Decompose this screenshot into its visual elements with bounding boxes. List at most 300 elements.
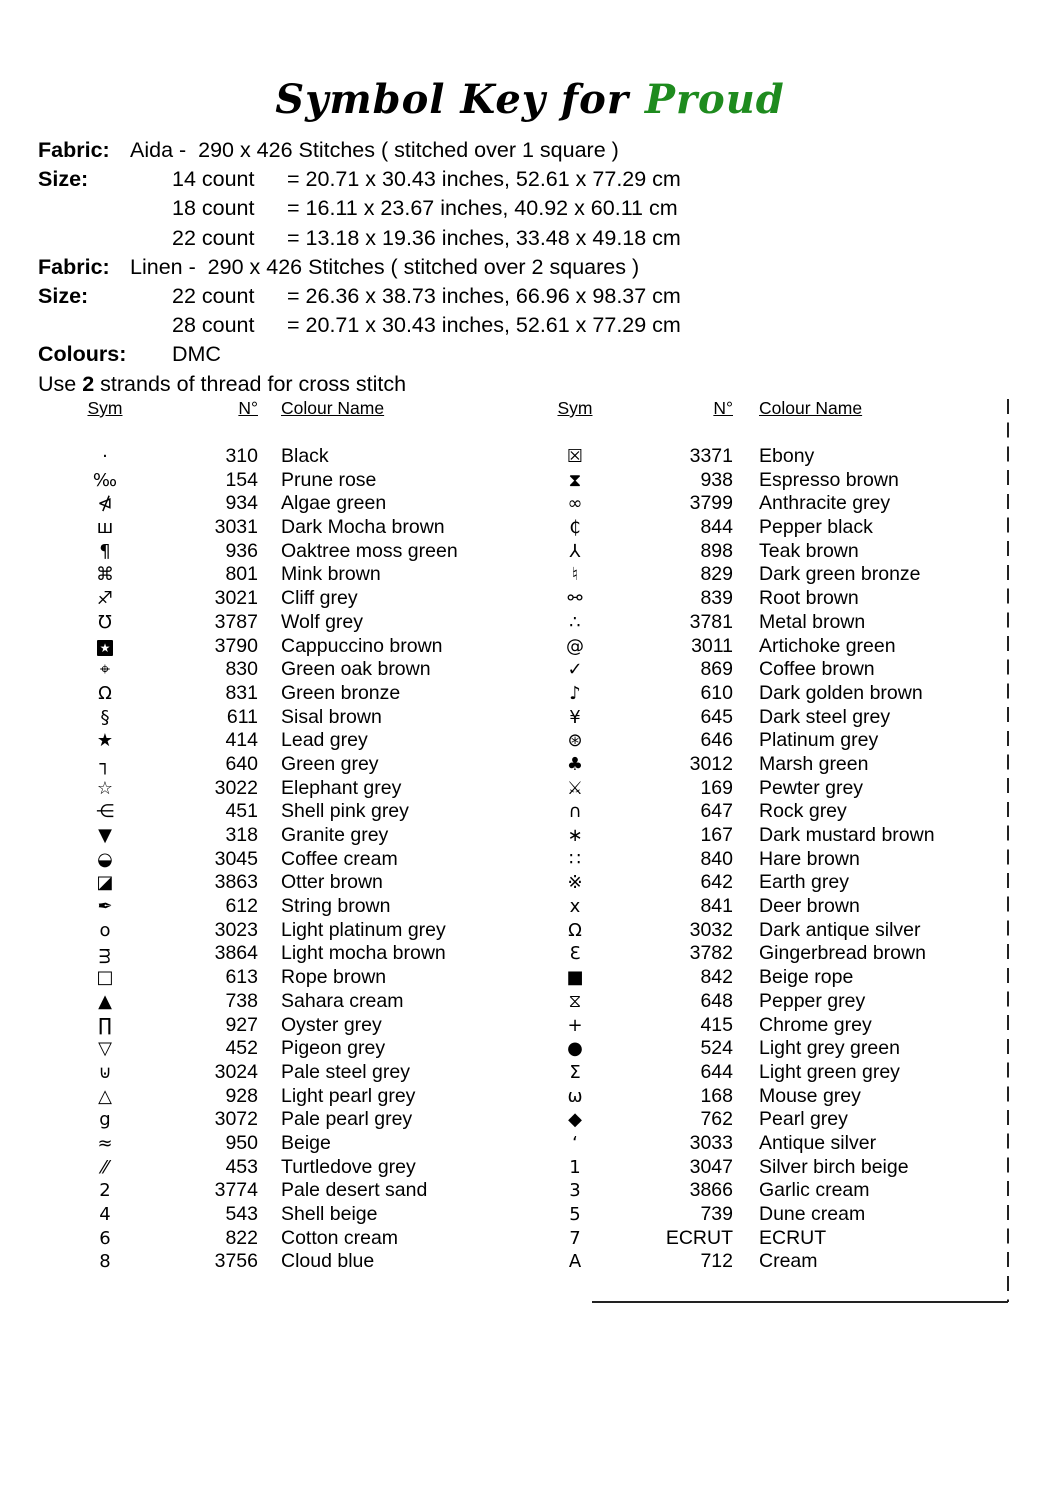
symbol-key-table: [0, 398, 1060, 1298]
symbol-cell: [540, 990, 610, 1014]
table-row: [540, 611, 1008, 635]
size-line: [38, 165, 681, 194]
dmc-number-cell: 3371: [689, 445, 733, 467]
symbol-cell: [62, 1179, 148, 1203]
symbol-cell: [540, 871, 610, 895]
dmc-number-cell: 869: [700, 658, 733, 681]
stitch-symbol: ⊍: [98, 1061, 112, 1083]
dmc-number-cell: 645: [700, 705, 733, 728]
table-row: [62, 492, 532, 516]
symbol-cell: [540, 1061, 610, 1085]
dmc-number-cell: 169: [700, 776, 733, 799]
symbol-cell: [62, 753, 148, 777]
symbol-cell: [540, 1203, 610, 1227]
stitch-symbol: A: [568, 1251, 582, 1273]
dmc-number-cell: 3787: [214, 610, 258, 633]
dmc-number-cell: 3781: [689, 610, 733, 633]
stitch-symbol: ‰: [92, 469, 118, 491]
colour-name-cell: Light grey green: [759, 1037, 900, 1060]
symbol-cell: [540, 540, 610, 564]
table-row: [540, 824, 1008, 848]
symbol-cell: [62, 540, 148, 564]
stitch-symbol: o: [99, 919, 111, 941]
colour-name-cell: Coffee cream: [281, 847, 398, 870]
symbol-cell: [540, 1250, 610, 1274]
stitch-symbol: ⅄: [569, 540, 581, 562]
dmc-number-cell: 3790: [214, 634, 258, 657]
colour-name-cell: Light green grey: [759, 1060, 900, 1083]
colour-name-cell: Beige: [281, 1131, 331, 1154]
symbol-cell: [540, 492, 610, 516]
colour-name-cell: Garlic cream: [759, 1179, 870, 1202]
table-row: [62, 682, 532, 706]
symbol-cell: [62, 445, 148, 469]
table-row: [62, 753, 532, 777]
colour-name-cell: Pale desert sand: [281, 1179, 428, 1202]
colour-name-cell: Pale pearl grey: [281, 1108, 413, 1131]
dmc-number-cell: 3756: [214, 1250, 258, 1273]
table-row: [62, 1156, 532, 1180]
table-row: [62, 1037, 532, 1061]
stitch-symbol: ∴: [569, 611, 581, 633]
dmc-number-cell: 3864: [214, 942, 258, 965]
symbol-cell: [62, 800, 148, 824]
stitch-symbol: 5: [569, 1204, 581, 1225]
stitch-symbol: 1: [569, 1156, 581, 1178]
stitch-symbol: 4: [99, 1204, 111, 1225]
symbol-cell: [62, 492, 148, 516]
table-row: [62, 848, 532, 872]
size-value: = 20.71 x 30.43 inches, 52.61 x 77.29 cm: [287, 313, 681, 338]
symbol-cell: [540, 469, 610, 493]
symbol-cell: [62, 563, 148, 587]
size-value: = 16.11 x 23.67 inches, 40.92 x 60.11 cm: [287, 196, 678, 221]
table-row: [62, 824, 532, 848]
stitch-symbol: g: [99, 1109, 111, 1131]
stitch-symbol: 7: [569, 1227, 581, 1249]
table-header: [540, 398, 1008, 445]
colour-name-cell: Cotton cream: [281, 1226, 399, 1249]
strands-suffix: strands of thread for cross stitch: [94, 371, 407, 396]
table-row: [540, 445, 1008, 469]
symbol-cell: [62, 706, 148, 730]
colour-name-cell: Green grey: [281, 752, 379, 775]
title-pattern-name: Proud: [644, 76, 785, 123]
table-row: [540, 1085, 1008, 1109]
colour-name-cell: Green bronze: [281, 681, 401, 704]
symbol-cell: [62, 516, 148, 540]
header-sym: Sym: [87, 398, 123, 418]
stitch-symbol: ✓: [567, 659, 583, 681]
table-row: [62, 990, 532, 1014]
size-line: [38, 282, 681, 311]
dmc-number-cell: 414: [225, 729, 258, 752]
table-row: [62, 706, 532, 730]
colour-name-cell: Elephant grey: [281, 776, 402, 799]
stitch-symbol: ∗: [567, 825, 583, 846]
colour-name-cell: Dark Mocha brown: [281, 516, 445, 539]
table-row: [62, 563, 532, 587]
table-row: [540, 516, 1008, 540]
dmc-number-cell: 829: [700, 563, 733, 586]
symbol-cell: [62, 1108, 148, 1132]
table-row: [540, 848, 1008, 872]
dmc-number-cell: 318: [225, 824, 258, 846]
size-label: Size:: [38, 167, 89, 192]
table-header: [62, 398, 532, 445]
dmc-number-cell: 831: [225, 681, 258, 704]
table-row: [540, 942, 1008, 966]
size-value: = 26.36 x 38.73 inches, 66.96 x 98.37 cm: [287, 284, 681, 309]
stitch-symbol: ◒: [97, 848, 113, 870]
table-row: [62, 445, 532, 469]
colour-name-cell: Hare brown: [759, 847, 860, 870]
symbol-cell: [62, 1085, 148, 1109]
dmc-number-cell: 3024: [214, 1060, 258, 1083]
dmc-number-cell: 167: [700, 824, 733, 846]
stitch-symbol: 2: [99, 1180, 111, 1202]
colour-name-cell: Oaktree moss green: [281, 539, 458, 562]
colour-name-cell: Oyster grey: [281, 1013, 382, 1036]
colour-name-cell: Marsh green: [759, 752, 869, 775]
symbol-cell: [62, 635, 148, 659]
colour-name-cell: Cloud blue: [281, 1250, 375, 1273]
dmc-number-cell: 844: [700, 516, 733, 539]
dmc-number-cell: 3011: [691, 634, 733, 657]
stitch-symbol: ♪: [569, 682, 581, 704]
strands-line: [38, 370, 681, 399]
table-row: [62, 469, 532, 493]
dmc-number-cell: 3782: [689, 942, 733, 965]
stitch-symbol: △: [98, 1085, 112, 1107]
header-colour-name: Colour Name: [281, 398, 385, 418]
table-row: [540, 1037, 1008, 1061]
stitch-symbol: ¥: [569, 706, 581, 728]
dmc-number-cell: 822: [225, 1226, 258, 1249]
colour-name-cell: Dark golden brown: [759, 681, 923, 704]
colour-name-cell: Dark green bronze: [759, 563, 921, 586]
stitch-symbol: Σ: [569, 1061, 581, 1083]
dmc-number-cell: 610: [700, 681, 733, 704]
stitch-symbol: ┐: [99, 753, 111, 775]
dmc-number-cell: 415: [700, 1013, 733, 1036]
symbol-cell: [540, 1085, 610, 1109]
dmc-number-cell: 839: [700, 587, 733, 610]
symbol-cell: [62, 1250, 148, 1274]
stitch-symbol: ♣: [566, 753, 584, 775]
table-row: [540, 1250, 1008, 1274]
stitch-symbol: Ω: [568, 919, 582, 941]
stitch-symbol: ♮: [571, 564, 579, 586]
size-label: Size:: [38, 284, 89, 309]
dmc-number-cell: 928: [225, 1084, 258, 1107]
colour-name-cell: Sahara cream: [281, 989, 404, 1012]
dmc-number-cell: 612: [225, 895, 258, 918]
stitch-symbol: ★: [97, 640, 113, 656]
symbol-cell: [540, 1014, 610, 1038]
stitch-symbol: §: [100, 706, 110, 728]
table-row: [62, 540, 532, 564]
dmc-number-cell: 168: [700, 1084, 733, 1107]
stitch-symbol: ⊛: [567, 730, 583, 752]
colour-name-cell: Gingerbread brown: [759, 942, 926, 965]
colour-name-cell: Pepper grey: [759, 989, 866, 1012]
dmc-number-cell: 647: [700, 800, 733, 823]
symbol-cell: [62, 1061, 148, 1085]
table-row: [62, 635, 532, 659]
stitch-symbol: ⁄⁄: [101, 1156, 108, 1178]
table-bottom-border: [592, 1301, 1008, 1303]
table-row: [62, 611, 532, 635]
symbol-cell: [540, 682, 610, 706]
dmc-number-cell: 3012: [689, 752, 733, 775]
stitch-symbol: ∩: [568, 801, 582, 823]
table-row: [62, 800, 532, 824]
dmc-number-cell: 3021: [214, 587, 258, 610]
stitch-symbol: ▽: [98, 1038, 112, 1060]
table-row: [540, 563, 1008, 587]
dmc-number-cell: 950: [225, 1131, 258, 1154]
symbol-cell: [62, 966, 148, 990]
strands-count: 2: [82, 371, 95, 396]
stitch-symbol: ω: [567, 1085, 583, 1107]
dmc-number-cell: 451: [225, 800, 258, 823]
fabric-aida-value: Aida - 290 x 426 Stitches ( stitched over 1 square ): [130, 138, 619, 162]
colour-name-cell: Rope brown: [281, 966, 387, 989]
table-row: [540, 871, 1008, 895]
colour-name-cell: String brown: [281, 895, 391, 918]
dmc-number-cell: 3774: [214, 1179, 258, 1202]
colour-name-cell: Dune cream: [759, 1203, 866, 1225]
dmc-number-cell: 801: [225, 563, 258, 586]
stitch-symbol: ☆: [96, 777, 114, 799]
colour-name-cell: Black: [281, 445, 329, 467]
table-right-border: [1007, 399, 1009, 1302]
size-line: [38, 224, 681, 253]
stitch-symbol: ◆: [568, 1109, 582, 1131]
table-row: [62, 919, 532, 943]
dmc-number-cell: 613: [225, 966, 258, 989]
symbol-cell: [62, 942, 148, 966]
colour-name-cell: Wolf grey: [281, 610, 363, 633]
stitch-symbol: x: [569, 896, 581, 918]
fabric-linen-value: Linen - 290 x 426 Stitches ( stitched over 2 squares ): [130, 254, 640, 279]
stitch-symbol: ⋲: [96, 801, 114, 823]
table-row: [540, 706, 1008, 730]
stitch-symbol: ■: [566, 967, 584, 989]
symbol-cell: [540, 1179, 610, 1203]
table-row: [62, 1227, 532, 1251]
dmc-number-cell: 3866: [689, 1179, 733, 1202]
symbol-cell: [62, 1014, 148, 1038]
symbol-cell: [540, 1227, 610, 1251]
symbol-cell: [540, 824, 610, 848]
table-row: [540, 1132, 1008, 1156]
table-row: [540, 635, 1008, 659]
colour-name-cell: Turtledove grey: [281, 1155, 416, 1178]
colour-name-cell: Artichoke green: [759, 634, 896, 657]
colour-name-cell: Light pearl grey: [281, 1084, 416, 1107]
symbol-cell: [62, 469, 148, 493]
table-row: [540, 777, 1008, 801]
colours-value: DMC: [172, 342, 221, 367]
table-row: [540, 1156, 1008, 1180]
symbol-cell: [540, 753, 610, 777]
table-row: [540, 658, 1008, 682]
stitch-symbol: 3: [569, 1180, 581, 1202]
symbol-cell: [62, 871, 148, 895]
stitch-symbol: ⋪: [97, 493, 113, 515]
symbol-cell: [540, 895, 610, 919]
stitch-symbol: ш: [96, 517, 114, 539]
colour-name-cell: Sisal brown: [281, 705, 382, 728]
colour-name-cell: Dark mustard brown: [759, 824, 935, 846]
stitch-symbol: 8: [99, 1251, 111, 1273]
stitch-symbol: □: [96, 967, 114, 989]
table-row: [540, 1014, 1008, 1038]
table-row: [540, 966, 1008, 990]
colour-name-cell: Dark steel grey: [759, 705, 891, 728]
symbol-cell: [62, 848, 148, 872]
symbol-cell: [540, 800, 610, 824]
page-title: [0, 76, 1060, 123]
count-value: 18 count: [172, 196, 255, 221]
colour-name-cell: Anthracite grey: [759, 492, 891, 515]
colour-name-cell: Mouse grey: [759, 1084, 861, 1107]
colour-name-cell: Green oak brown: [281, 658, 431, 681]
colour-name-cell: Chrome grey: [759, 1013, 872, 1036]
table-row: [62, 966, 532, 990]
dmc-number-cell: 3799: [689, 492, 733, 515]
table-row: [62, 895, 532, 919]
symbol-cell: [62, 1132, 148, 1156]
table-row: [540, 469, 1008, 493]
colour-name-cell: Mink brown: [281, 563, 381, 586]
dmc-number-cell: 154: [225, 468, 258, 491]
table-row: [540, 919, 1008, 943]
dmc-number-cell: ECRUT: [665, 1226, 733, 1249]
symbol-cell: [62, 682, 148, 706]
stitch-symbol: ℧: [98, 611, 112, 633]
count-value: 22 count: [172, 225, 255, 250]
key-table-right-column: [540, 398, 1008, 1274]
dmc-number-cell: 927: [225, 1013, 258, 1036]
table-row: [540, 492, 1008, 516]
colour-name-cell: Pewter grey: [759, 776, 864, 799]
colour-name-cell: Pale steel grey: [281, 1060, 410, 1083]
size-line: [38, 311, 681, 340]
table-row: [540, 540, 1008, 564]
stitch-symbol: ∷: [569, 848, 581, 870]
dmc-number-cell: 738: [225, 989, 258, 1012]
count-value: 28 count: [172, 313, 255, 338]
symbol-cell: [62, 990, 148, 1014]
size-value: = 13.18 x 19.36 inches, 33.48 x 49.18 cm: [287, 225, 681, 250]
header-colour-name: Colour Name: [759, 398, 863, 418]
table-row: [540, 753, 1008, 777]
fabric-aida-line: [38, 136, 681, 165]
colour-name-cell: Deer brown: [759, 895, 860, 918]
symbol-cell: [540, 563, 610, 587]
symbol-cell: [540, 1156, 610, 1180]
colour-name-cell: Rock grey: [759, 800, 847, 823]
table-row: [62, 729, 532, 753]
symbol-cell: [62, 1156, 148, 1180]
table-row: [62, 1179, 532, 1203]
symbol-cell: [62, 611, 148, 635]
table-row: [540, 1108, 1008, 1132]
dmc-number-cell: 938: [700, 468, 733, 491]
stitch-symbol: ✒: [97, 896, 113, 918]
table-rows-left: [62, 445, 532, 1274]
colour-name-cell: Dark antique silver: [759, 918, 921, 941]
table-row: [540, 800, 1008, 824]
table-row: [540, 729, 1008, 753]
colour-name-cell: Shell pink grey: [281, 800, 409, 823]
symbol-cell: [62, 824, 148, 848]
table-rows-right: [540, 445, 1008, 1274]
dmc-number-cell: 3033: [689, 1131, 733, 1154]
stitch-symbol: ‘: [572, 1132, 578, 1154]
stitch-symbol: ₵: [569, 517, 581, 539]
symbol-cell: [540, 848, 610, 872]
table-row: [62, 777, 532, 801]
symbol-cell: [540, 942, 610, 966]
colour-name-cell: Cliff grey: [281, 587, 358, 610]
symbol-cell: [540, 777, 610, 801]
header-sym: Sym: [557, 398, 593, 418]
stitch-symbol: ᴟ: [99, 943, 111, 965]
dmc-number-cell: 3072: [214, 1108, 258, 1131]
symbol-cell: [62, 1227, 148, 1251]
stitch-symbol: ⌘: [96, 564, 114, 586]
count-value: 14 count: [172, 167, 255, 192]
symbol-cell: [540, 706, 610, 730]
stitch-symbol: @: [566, 635, 584, 657]
dmc-number-cell: 842: [700, 966, 733, 989]
colour-name-cell: Light mocha brown: [281, 942, 446, 965]
dmc-number-cell: 611: [226, 705, 258, 728]
dmc-number-cell: 310: [225, 445, 258, 467]
dmc-number-cell: 936: [225, 539, 258, 562]
dmc-number-cell: 543: [225, 1203, 258, 1225]
colour-name-cell: Pearl grey: [759, 1108, 848, 1131]
colour-name-cell: Antique silver: [759, 1131, 877, 1154]
symbol-cell: [62, 777, 148, 801]
dmc-number-cell: 3031: [214, 516, 258, 539]
symbol-cell: [62, 1203, 148, 1227]
table-row: [62, 587, 532, 611]
symbol-cell: [540, 1108, 610, 1132]
table-row: [62, 1250, 532, 1274]
dmc-number-cell: 3047: [689, 1155, 733, 1178]
symbol-cell: [540, 516, 610, 540]
dmc-number-cell: 739: [700, 1203, 733, 1225]
stitch-symbol: ♐: [96, 588, 114, 610]
dmc-number-cell: 642: [700, 871, 733, 894]
stitch-symbol: ⚔: [566, 777, 584, 799]
dmc-number-cell: 3022: [214, 776, 258, 799]
dmc-number-cell: 648: [700, 989, 733, 1012]
dmc-number-cell: 841: [700, 895, 733, 918]
stitch-symbol: ∏: [98, 1014, 112, 1036]
symbol-cell: [62, 1037, 148, 1061]
colour-name-cell: Earth grey: [759, 871, 849, 894]
dmc-number-cell: 646: [700, 729, 733, 752]
colour-name-cell: Root brown: [759, 587, 859, 610]
symbol-cell: [540, 966, 610, 990]
table-row: [62, 1061, 532, 1085]
